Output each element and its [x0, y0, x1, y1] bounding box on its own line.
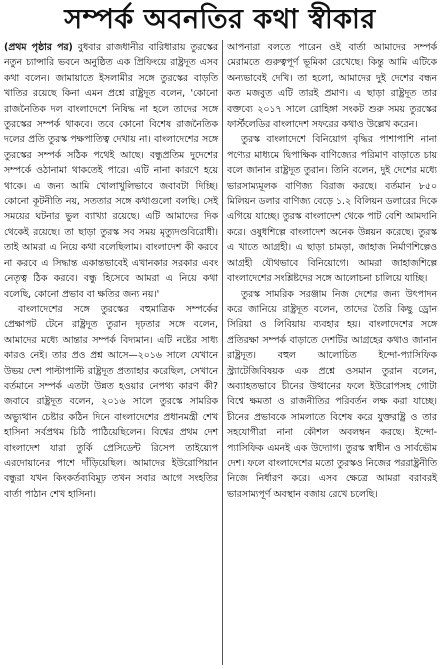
article-paragraph: আপনারা বলতে পারেন ওই বার্তা আমাদের সম্পর্ক মেরামতে গুরুত্বপূর্ণ ভূমিকা রেখেছে। কিন্তু আমি এটিকে অন্যভাবেই দেখি। তা হলো, আমাদের দুই দেশের বন্ধন কত মজবুত এটি তারই প্রমাণ। এ ছাড়া রাষ্ট্রদূত তার বক্তব্যে ২০১৭ সালে রোহিঙ্গা সংকট শুরু সময় তুরস্কের ফার্স্টলেডির বাংলাদেশ সফরের কথাও উল্লেখ করেন।: [227, 42, 437, 131]
paragraph-text: বুধবার রাজধানীর বারিধারায় তুরস্কের নতুন চ্যান্সারি ভবনে অনুষ্ঠিত এক প্রিফিংয়ে রাষ্ট্রদূত এসব কথা বলেন। জামায়াতে ইসলামীর সঙ্গে তুরস্কের বাড়তি খাতির রয়েছে কিনা এমন প্রশ্নে রাষ্ট্রদূত বলেন, 'কোনো রাজনৈতিক দল বাংলাদেশে নিষিদ্ধ না হলে তাদের সঙ্গে তুরস্কের সম্পর্ক থাকবে। তবে কোনো বিশেষ রাজনৈতিক দলের প্রতি তুরস্ক পক্ষপাতিত্ব দেখায় না। বাংলাদেশের সঙ্গে তুরস্কের সম্পর্ক সঠিক পথেই আছে। বন্ধুপ্রতিম দুদেশের সম্পর্কে ওঠানামা থাকতেই পারে। এটি নানা কারণে হয়ে থাকে। এ জন্য আমি খোলাখুলিভাবে জবাবটা দিচ্ছি। কোনো কূটনীতি নয়, সততার সঙ্গে কথাগুলো বলছি। সেই সময়ের ঘটনার ভুল ব্যাখ্যা রয়েছে। এটি আমাদের দিক থেকেই রয়েছে। তা ছাড়া তুরস্ক সব সময় মৃত্যুদণ্ডবিরোধী। তাই আমরা এ নিয়ে কথা বলেছিলাম। বাংলাদেশ কী করবে না করবে এ সিদ্ধান্ত একান্তভাবেই এখানকার সরকার এবং নেতৃত্ব ঠিক করবে। বন্ধু হিসেবে আমরা এ নিয়ে কথা বলেছি, কোনো প্রভাব বা ক্ষতির জন্য নয়।': [4, 42, 218, 300]
article-paragraph: তুরস্ক বাংলাদেশে বিনিয়োগ বৃদ্ধির পাশাপাশি নানা পণ্যের মাধ্যমে দ্বিপাক্ষিক বাণিজ্যের পরিমাণ বাড়াতে চায় বলে জানান রাষ্ট্রদূত তুরান। তিনি বলেন, দুই দেশের মধ্যে ভারসাম্যমূলক বাণিজ্য বিরাজ করছে। বর্তমান ৮৫০ মিলিয়ন ডলার বাণিজ্য বেড়ে ১.২ বিলিয়ন ডলারের দিকে এগিয়ে যাচ্ছে। তুরস্ক বাংলাদেশ থেকে পাট বেশি আমদানি করে। ওষুধশিল্পে বাংলাদেশ অনেক উন্নয়ন করেছে। তুরস্ক এ খাতে আগ্রহী। এ ছাড়া চামড়া, জাহাজ নির্মাণশিল্পেও আগ্রহী যৌথভাবে বিনিয়োগে। আমরা জাহাজশিল্পে বাংলাদেশের সংশ্লিষ্টদের সঙ্গে আলোচনা চালিয়ে যাচ্ছি।: [227, 134, 437, 285]
article-column-left: [4, 40, 218, 502]
continuation-marker: (প্রথম পৃষ্ঠার পর): [4, 42, 73, 53]
article-paragraph: বাংলাদেশের সঙ্গে তুরস্কের বহুমাত্রিক সম্পর্কের প্রেক্ষাপট টেনে রাষ্ট্রদূত তুরান দৃঢ়তার সঙ্গে বলেন, আমাদের মধ্যে আন্তার সম্পর্ক বিদ্যমান। এটি নষ্টের সাধ্য কারও নেই। তার প্রও প্রশ্ন আসে—২০১৬ সালে যেখানে উভয় দেশ পাল্টাপাল্টি রাষ্ট্রদূত প্রত্যাহার করেছিল, সেখানে বর্তমানে সম্পর্ক এতটা উন্নত হওয়ার নেপথ্য কারণ কী? জবাবে রাষ্ট্রদূত বলেন, ২০১৬ সালে তুরস্কে সামরিক অভ্যুত্থান চেষ্টার কঠিন দিনে বাংলাদেশের প্রধানমন্ত্রী শেখ হাসিনা সর্বপ্রথম চিঠি পাঠিয়েছিলেন। বিশ্বের প্রথম দেশ বাংলাদেশ যারা তুর্কি প্রেসিডেন্ট রিসেপ তাইয়্যেপ এরদোয়ানের পাশে দাঁড়িয়েছিল। আমাদের ইউরোপিয়ান বন্ধুরা যখন কিংকর্তব্যবিমূঢ় তখন সবার আগে সংহতির বার্তা পাঠান শেখ হাসিনা।: [4, 303, 218, 500]
headline: সম্পর্ক অবনতির কথা স্বীকার: [64, 4, 376, 35]
article-paragraph: [4, 40, 218, 302]
article-column-right: [227, 40, 437, 502]
column-divider: [222, 40, 223, 665]
article-paragraph: তুরস্ক সামরিক সরঞ্জাম নিজ দেশের জন্য উৎপাদন করে জানিয়ে রাষ্ট্রদূত বলেন, তাদের তৈরি কিছু ড্রোন সিরিয়া ও লিবিয়ায় ব্যবহার হয়। বাংলাদেশের সঙ্গে প্রতিরক্ষা সম্পর্ক বাড়াতে দেশটির আগ্রহের কথাও জানান রাষ্ট্রদূত। বহুল আলোচিত ইন্দো-প্যাসিফিক স্ট্র্যাটেজিবিষয়ক এক প্রশ্নে ওসমান তুরান বলেন, অব্যাহতভাবে চীনের উত্থানের ফলে ইউরোপসহ গোটা বিশ্বে ক্ষমতা ও রাজনীতির পরিবর্তন লক্ষ করা যাচ্ছে। চীনের প্রভাবকে সামলাতে বিশেষ করে যুক্তরাষ্ট্র ও তার সহযোগীরা নানা কৌশল অবলম্বন করছে। ইন্দো-প্যাসিফিক এমনই এক উদ্যোগ। তুরস্ক স্বাধীন ও সার্বভৌম দেশ। ফলে বাংলাদেশের মতো তুরস্কও নিজের পররাষ্ট্রনীতি নিজে নির্ধারণ করে। এসব ক্ষেত্রে আমরা বরাবরই ভারসাম্যপূর্ণ অবস্থান বজায় রেখে চলেছি।: [227, 288, 437, 500]
